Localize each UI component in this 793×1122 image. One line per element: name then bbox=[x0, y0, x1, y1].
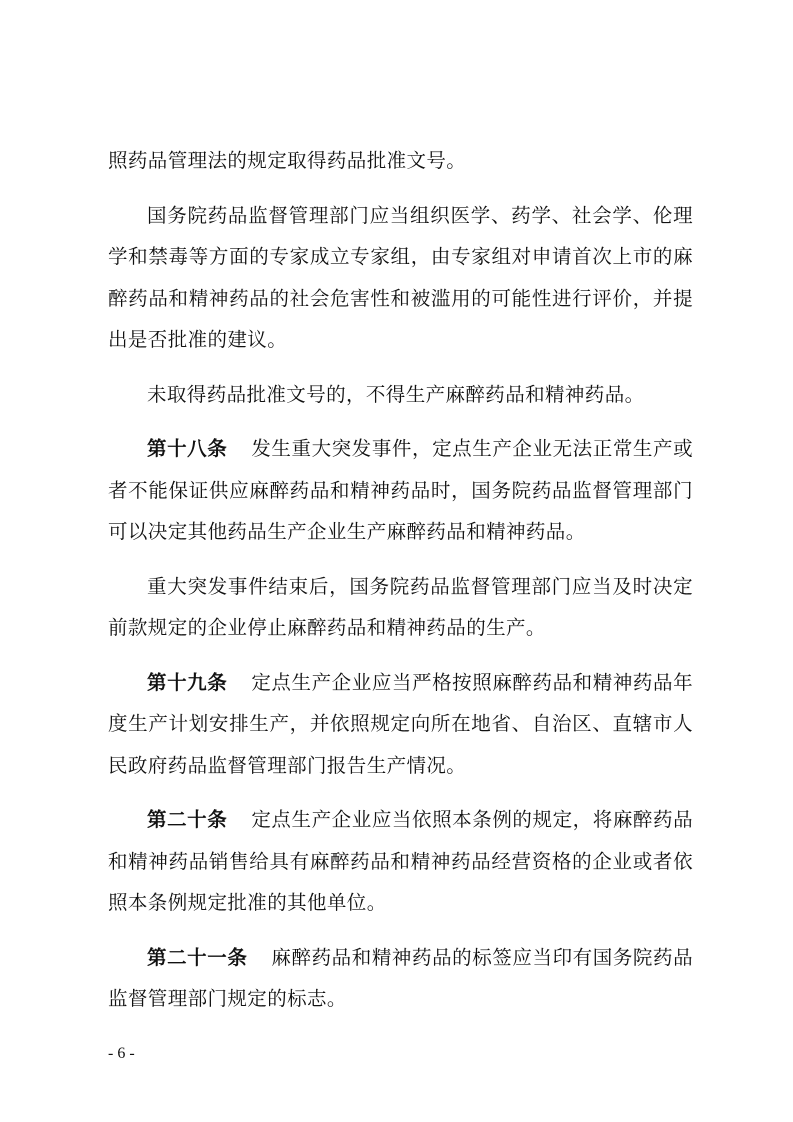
paragraph-continued bbox=[108, 140, 693, 182]
paragraph-text: 未取得药品批准文号的，不得生产麻醉药品和精神药品。 bbox=[147, 382, 645, 406]
article-number: 第二十一条 bbox=[147, 945, 248, 969]
article-text: 定点生产企业应当依照本条例的规定，将麻醉药品和精神药品销售给具有麻醉药品和精神药品经营资格的企业或者依照本条例规定批准的其他单位。 bbox=[108, 808, 693, 914]
paragraph bbox=[108, 195, 693, 361]
article-text: 发生重大突发事件，定点生产企业无法正常生产或者不能保证供应麻醉药品和精神药品时，国务院药品监督管理部门可以决定其他药品生产企业生产麻醉药品和精神药品。 bbox=[108, 437, 693, 543]
paragraph-text: 国务院药品监督管理部门应当组织医学、药学、社会学、伦理学和禁毒等方面的专家成立专家组，由专家组对申请首次上市的麻醉药品和精神药品的社会危害性和被滥用的可能性进行评价，并提出是否批准的建议。 bbox=[108, 203, 693, 351]
article-number: 第十八条 bbox=[147, 437, 228, 460]
article-text: 麻醉药品和精神药品的标签应当印有国务院药品监督管理部门规定的标志。 bbox=[108, 945, 693, 1010]
article-19 bbox=[108, 662, 693, 787]
paragraph bbox=[108, 566, 693, 649]
paragraph-text: 重大突发事件结束后，国务院药品监督管理部门应当及时决定前款规定的企业停止麻醉药品和精神药品的生产。 bbox=[108, 574, 693, 639]
article-21 bbox=[108, 937, 693, 1020]
article-20 bbox=[108, 799, 693, 924]
article-number: 第十九条 bbox=[147, 670, 228, 694]
article-text: 定点生产企业应当严格按照麻醉药品和精神药品年度生产计划安排生产，并依照规定向所在地省、自治区、直辖市人民政府药品监督管理部门报告生产情况。 bbox=[108, 670, 693, 777]
document-body bbox=[108, 140, 693, 1033]
page-number: - 6 - bbox=[108, 1045, 135, 1062]
article-18 bbox=[108, 428, 693, 553]
paragraph-text: 照药品管理法的规定取得药品批准文号。 bbox=[108, 149, 467, 172]
article-number: 第二十条 bbox=[147, 808, 228, 831]
paragraph bbox=[108, 374, 693, 416]
